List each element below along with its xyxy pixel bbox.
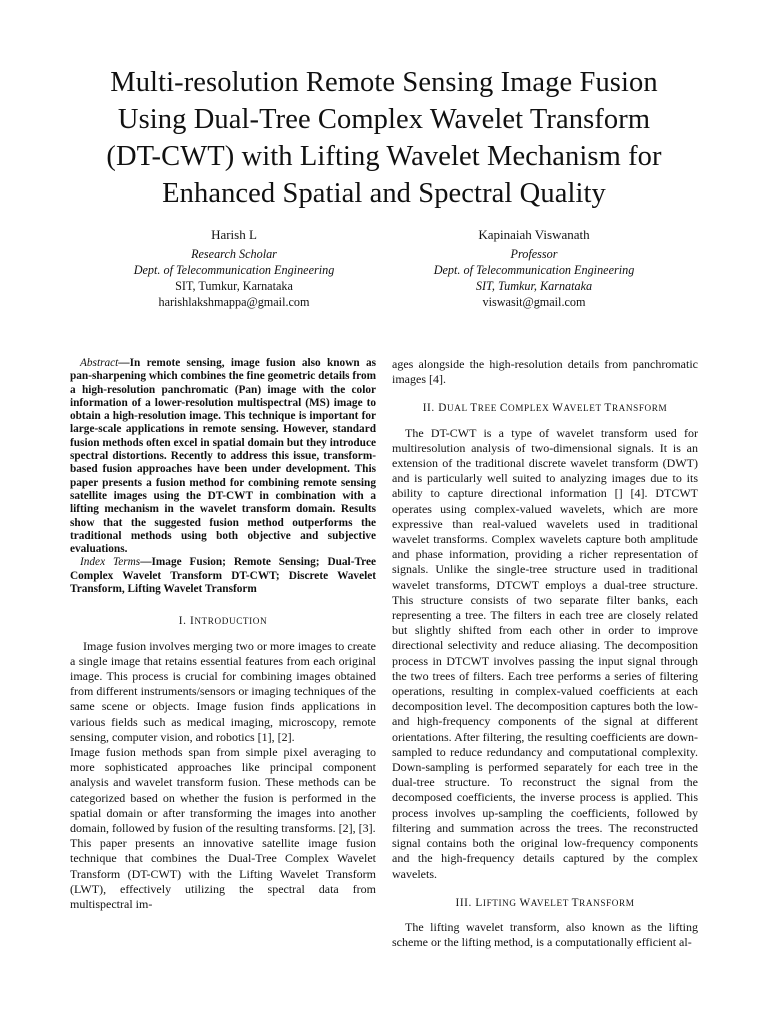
index-terms-text: —Image Fusion; Remote Sensing; Dual-Tree Complex Wavelet Transform DT-CWT; Discrete Wavelet Transform, Lifting Wavelet Transform [70,556,376,596]
intro-paragraph: Image fusion methods span from simple pixel averaging to more sophisticated approaches like principal component analysis and wavelet transform fusion. These methods can be categorized based on whether the fusion is performed in the spatial domain or after transforming the images into another domain, followed by fusion of the resulting transforms. [2], [3]. [70,744,376,835]
index-terms-lead: Index Terms [80,556,141,569]
abstract-text: —In remote sensing, image fusion also known as pan-sharpening which combines the fine geometric details from a high-resolution panchromatic (Pan) image with the color information of a lower-resolution multispectral (MS) image to obtain a high-resolution image. This technique is important for large-scale applications in remote sensing. However, standard fusion methods often excel in spatial domain but they introduce spectral distortions. Recently to address this issue, transform-based fusion approaches have been under development. This paper presents a fusion method for combining remote sensing satellite images using the DT-CWT in combination with a lifting mechanism in the wavelet transform domain. Results show that the suggested fusion method outperforms the traditional methods using both objective and subjective evaluations. [70,357,376,556]
author-dept: Dept. of Telecommunication Engineering [433,263,635,277]
author-block-1 [84,227,384,310]
intro-paragraph: Image fusion involves merging two or more images to create a single image that retains essential features from each original image. This process is crucial for combining images obtained from different instruments/sensors or imaging techniques of the same scene or objects. Image fusion finds applications in various fields such as medical imaging, microscopy, remote sensing, computer vision, and robotics [1], [2]. [70,638,376,744]
title-line: Enhanced Spatial and Spectral Quality [162,178,606,209]
abstract [70,357,376,556]
lwt-paragraph: The lifting wavelet transform, also known as the lifting scheme or the lifting method, is a computationally efficient al- [392,919,698,950]
dtcwt-paragraph: The DT-CWT is a type of wavelet transform used for multiresolution analysis of two-dimensional signals. It is an extension of the traditional discrete wavelet transform (DWT) and is particularly well suited to analyzing images due to its ability to capture directional information [] [4]. DTCWT operates using complex-valued wavelets, which are more expressive than real-valued wavelets used in traditional wavelet transforms. Complex wavelets capture both amplitude and phase information, providing a richer representation of signals. Unlike the single-tree structure used in traditional wavelet transforms, DTCWT employs a dual-tree structure. This structure consists of two separate filter banks, each representing a tree. The filters in each tree are closely related but slightly shifted from each other in order to improve directional selectivity and reduce aliasing. The decomposition process in DTCWT involves passing the input signal through the two trees of filters. Each tree performs a series of filtering operations, resulting in complex-valued coefficients at each decomposition level. The decomposition captures both the low- and high-frequency components of the signal at different orientations. After filtering, the resulting coefficients are down-sampled to reduce redundancy and computational complexity. Down-sampling is performed separately for each tree in the dual-tree structure. To reconstruct the signal from the decomposed coefficients, the inverse process is applied. This process involves up-sampling the coefficients, followed by filtering and summation across the trees. The reconstructed signal contains both the original low-frequency components and the high-frequency details captured by the complex wavelets. [392,425,698,881]
author-email: viswasit@gmail.com [482,295,586,309]
abstract-lead: Abstract [80,357,119,369]
author-dept: Dept. of Telecommunication Engineering [133,263,335,277]
author-institution: SIT, Tumkur, Karnataka [475,279,593,293]
section-heading-dtcwt: II. DUAL TREE COMPLEX WAVELET TRANSFORM [422,402,668,415]
author-email: harishlakshmappa@gmail.com [158,295,310,309]
author-role: Professor [510,247,558,261]
paper-title [40,64,728,212]
right-column [392,357,698,950]
author-institution: SIT, Tumkur, Karnataka [175,279,293,293]
left-column [70,357,376,912]
author-block-2 [384,227,684,310]
title-line: (DT-CWT) with Lifting Wavelet Mechanism for [106,141,662,172]
section-heading-lwt: III. LIFTING WAVELET TRANSFORM [455,896,635,909]
title-line: Multi-resolution Remote Sensing Image Fusion [110,67,658,98]
intro-paragraph: This paper presents an innovative satellite image fusion technique that combines the Dual-Tree Complex Wavelet Transform (DT-CWT) with the Lifting Wavelet Transform (LWT), effectively utilizing the spectral data from multispectral im- [70,836,376,911]
author-name: Harish L [211,227,257,242]
title-line: Using Dual-Tree Complex Wavelet Transform [117,104,651,135]
author-name: Kapinaiah Viswanath [478,227,590,242]
author-role: Research Scholar [191,247,277,261]
index-terms [70,556,376,596]
section-heading-introduction: I. INTRODUCTION [178,615,268,628]
intro-continued: ages alongside the high-resolution details from panchromatic images [4]. [392,357,698,387]
